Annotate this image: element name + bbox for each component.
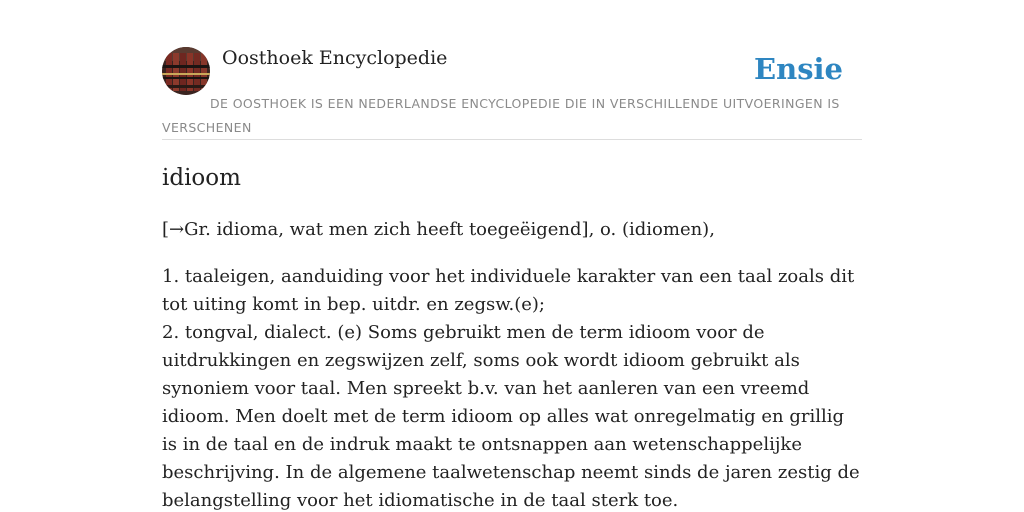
site-tagline: DE OOSTHOEK IS EEN NEDERLANDSE ENCYCLOPEDIE DIE IN VERSCHILLENDE UITVOERINGEN IS VERSCHENEN (162, 96, 840, 135)
definition-item: 2. tongval, dialect. (e) Soms gebruikt men de term idioom voor de uitdrukkingen en zegswijzen zelf, soms ook wordt idioom gebruikt als synoniem voor taal. Men spreekt b.v. van het aanleren van een vreemd idioom. Men doelt met de term idioom op alles wat onregelmatig en grillig is in de taal en de indruk maakt te ontsnappen aan wetenschappelijke beschrijving. In de algemene taalwetenschap neemt sinds de jaren zestig de belangstelling voor het idiomatische in de taal sterk toe. (162, 322, 860, 511)
site-title[interactable]: Oosthoek Encyclopedie (222, 47, 448, 69)
site-header (162, 46, 862, 140)
entry-title: idioom (162, 165, 241, 191)
avatar[interactable] (162, 47, 210, 95)
definition-item: 1. taaleigen, aanduiding voor het individuele karakter van een taal zoals dit tot uiting komt in bep. uitdr. en zegsw.(e); (162, 266, 855, 315)
encyclopedia-books-icon (162, 47, 210, 95)
brand-logo[interactable]: Ensie (754, 52, 843, 86)
entry-definition (162, 263, 862, 512)
entry-etymology: [→Gr. idioma, wat men zich heeft toegeëigend], o. (idiomen), (162, 219, 715, 240)
